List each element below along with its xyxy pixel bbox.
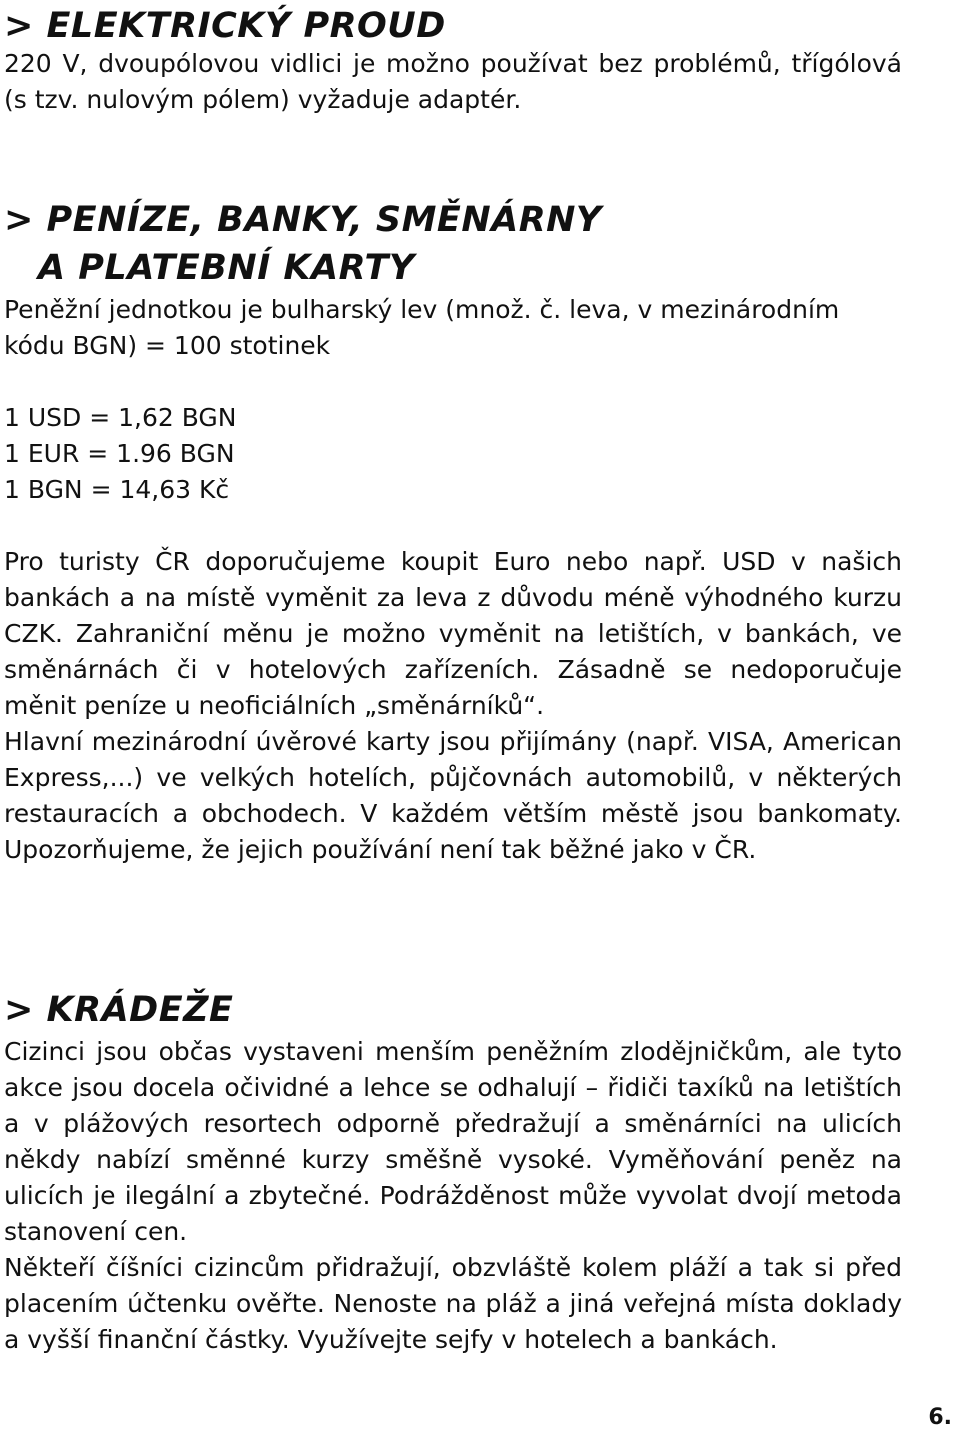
heading-money-line2: A PLATEBNÍ KARTY	[38, 248, 415, 288]
exchange-rate-czk: 1 BGN = 14,63 Kč	[4, 475, 230, 504]
money-intro-paragraph: Peněžní jednotkou je bulharský lev (množ. č. leva, v mezinárodním kódu BGN) = 100 stotinek	[4, 295, 840, 360]
money-cards-paragraph: Hlavní mezinárodní úvěrové karty jsou přijímány (např. VISA, American Express,...) ve velkých hotelích, půjčovnách automobilů, v některých restauracích a obchodech. V každém větším městě jsou bankomaty. Upozorňujeme, že jejich používání není tak běžné jako v ČR.	[4, 727, 902, 864]
exchange-rates-list	[4, 400, 902, 508]
exchange-rate-eur: 1 EUR = 1.96 BGN	[4, 439, 235, 468]
heading-electricity-text: ELEKTRICKÝ PROUD	[46, 6, 446, 46]
theft-paragraph-2: Někteří číšníci cizincům přidražují, obzvláště kolem pláží a tak si před placením účtenku ověřte. Nenoste na pláž a jiná veřejná místa doklady a vyšší finanční částky. Využívejte sejfy v hotelech a bankách.	[4, 1253, 902, 1354]
section-electricity	[4, 2, 902, 118]
page-number: 6.	[928, 1405, 952, 1430]
electricity-paragraph: 220 V, dvoupólovou vidlici je možno používat bez problémů, třígólová (s tzv. nulovým pólem) vyžaduje adaptér.	[4, 49, 902, 114]
section-theft	[4, 986, 902, 1358]
heading-theft	[4, 986, 902, 1034]
heading-marker: >	[4, 6, 47, 46]
section-money	[4, 196, 902, 868]
money-advice-paragraph: Pro turisty ČR doporučujeme koupit Euro nebo např. USD v našich bankách a na místě vyměnit za leva z důvodu méně výhodného kurzu CZK. Zahraniční měnu je možno vyměnit na letištích, v bankách, ve směnárnách či v hotelových zařízeních. Zásadně se nedoporučuje měnit peníze u neoficiálních „směnárníků“.	[4, 547, 902, 720]
theft-paragraph-1: Cizinci jsou občas vystaveni menším peněžním zlodějničkům, ale tyto akce jsou docela očividné a lehce se odhalují – řidiči taxíků na letištích a v plážových resortech odporně předražují a směnárníci na ulicích někdy nabízí směnné kurzy směšně vysoké. Vyměňování peněz na ulicích je ilegální a zbytečné. Podrážděnost může vyvolat dvojí metoda stanovení cen.	[4, 1037, 902, 1246]
heading-theft-text: KRÁDEŽE	[46, 990, 234, 1030]
heading-electricity	[4, 2, 902, 50]
heading-money	[4, 196, 902, 292]
exchange-rate-usd: 1 USD = 1,62 BGN	[4, 403, 237, 432]
heading-marker: >	[4, 200, 47, 240]
heading-marker: >	[4, 990, 47, 1030]
heading-money-line1: PENÍZE, BANKY, SMĚNÁRNY	[46, 200, 602, 240]
